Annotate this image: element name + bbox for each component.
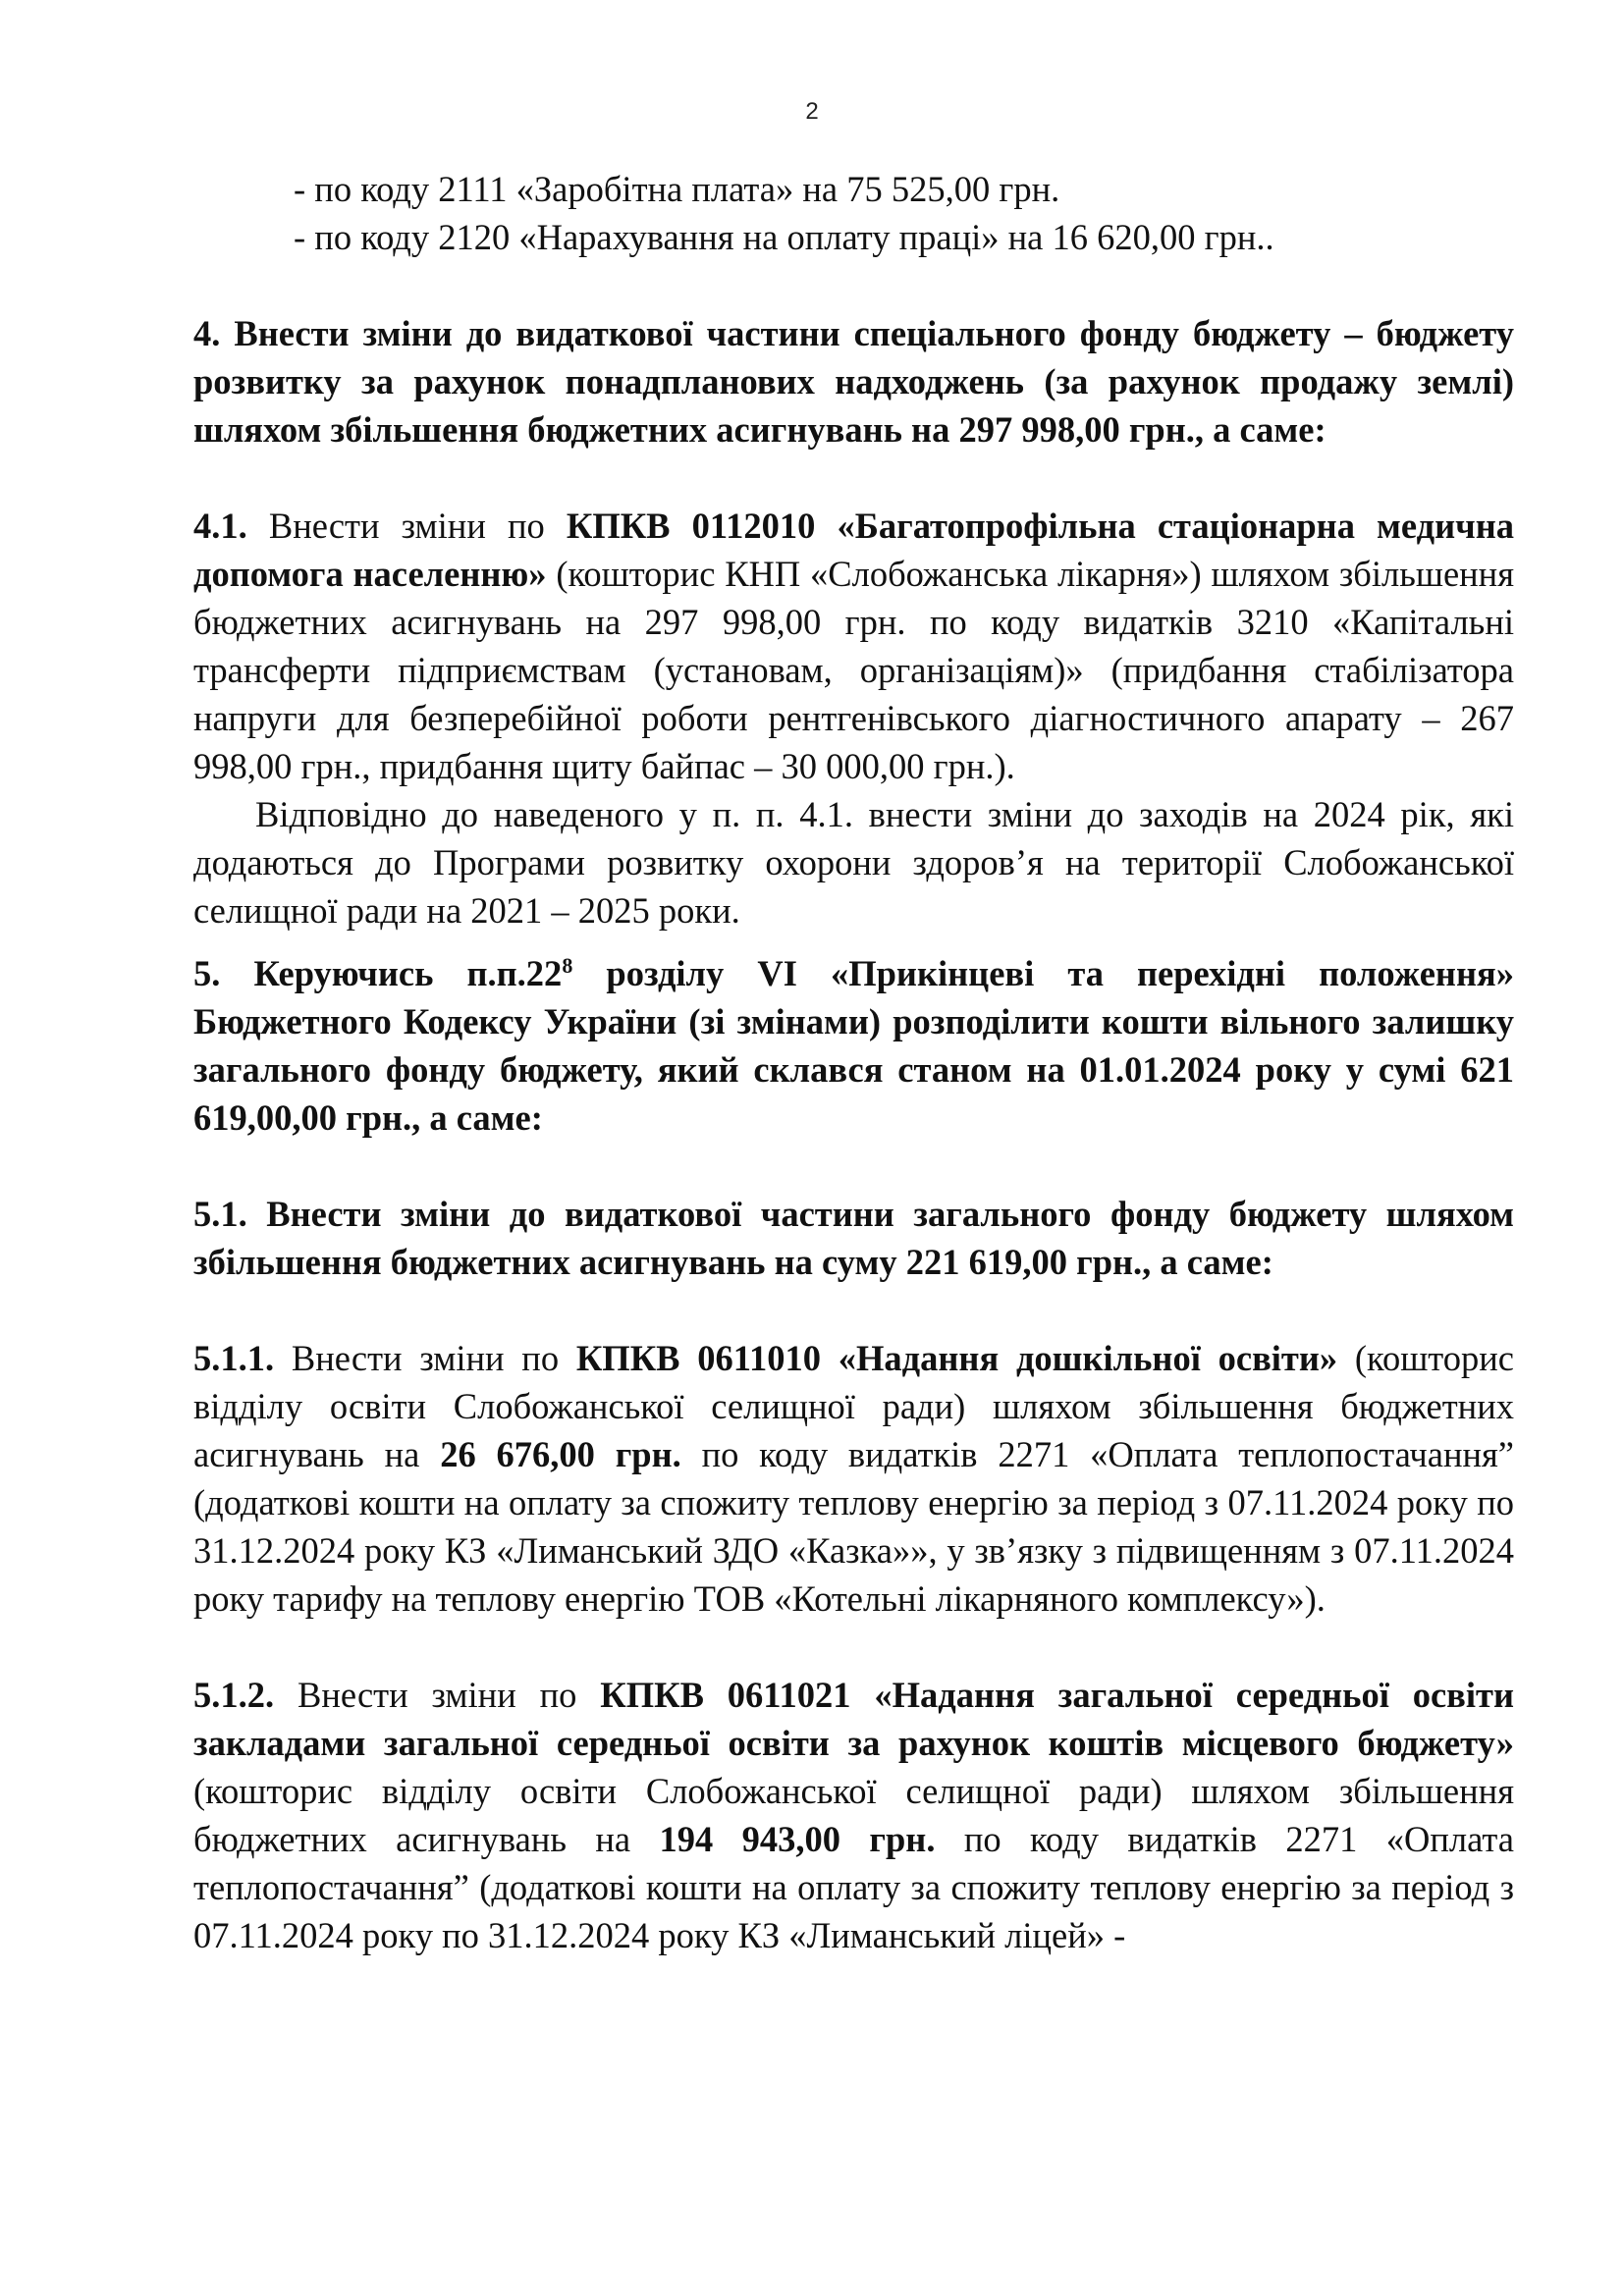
intro-list xyxy=(193,165,1514,261)
superscript-8: 8 xyxy=(562,952,573,978)
section-5-1-2: 5.1.2. Внести зміни по КПКВ 0611021 «Надання загальної середньої освіти закладами загальної середньої освіти за рахунок коштів місцевого бюджету» (кошторис відділу освіти Слобожанської селищної ради) шляхом збільшення бюджетних асигнувань на 194 943,00 грн. по коду видатків 2271 «Оплата теплопостачання” (додаткові кошти на оплату за спожиту теплову енергію за період з 07.11.2024 року по 31.12.2024 року КЗ «Лиманський ліцей» - xyxy=(193,1675,1514,1955)
kpkv-0611021: КПКВ 0611021 «Надання загальної середньої освіти закладами загальної середньої освіти за рахунок коштів місцевого бюджету» xyxy=(193,1675,1514,1763)
list-item: - по коду 2111 «Заробітна плата» на 75 525,00 грн. xyxy=(294,169,1060,209)
amount-26676: 26 676,00 грн. xyxy=(440,1434,681,1474)
list-item: - по коду 2120 «Нарахування на оплату праці» на 16 620,00 грн.. xyxy=(294,217,1274,257)
section-4-1-note: Відповідно до наведеного у п. п. 4.1. внести зміни до заходів на 2024 рік, які додаються до Програми розвитку охорони здоров’я на території Слобожанської селищної ради на 2021 – 2025 роки. xyxy=(193,794,1514,931)
page-number: 2 xyxy=(805,98,819,125)
section-5-1-1-number: 5.1.1. xyxy=(193,1338,275,1378)
section-5-1: 5.1. Внести зміни до видаткової частини загального фонду бюджету шляхом збільшення бюджетних асигнувань на суму 221 619,00 грн., а саме: xyxy=(193,1194,1514,1282)
amount-194943: 194 943,00 грн. xyxy=(659,1819,936,1859)
section-4: 4. Внести зміни до видаткової частини спеціального фонду бюджету – бюджету розвитку за рахунок понадпланових надходжень (за рахунок продажу землі) шляхом збільшення бюджетних асигнувань на 297 998,00 грн., а саме: xyxy=(193,313,1514,450)
section-4-1-number: 4.1. xyxy=(193,506,247,546)
kpkv-0611010: КПКВ 0611010 «Надання дошкільної освіти» xyxy=(575,1338,1338,1378)
section-5-1-1: 5.1.1. Внести зміни по КПКВ 0611010 «Надання дошкільної освіти» (кошторис відділу освіти Слобожанської селищної ради) шляхом збільшення бюджетних асигнувань на 26 676,00 грн. по коду видатків 2271 «Оплата теплопостачання” (додаткові кошти на оплату за спожиту теплову енергію за період з 07.11.2024 року по 31.12.2024 року КЗ «Лиманський ЗДО «Казка»», у зв’язку з підвищенням з 07.11.2024 року тарифу на теплову енергію ТОВ «Котельні лікарняного комплексу»). xyxy=(193,1338,1514,1619)
section-4-1: 4.1. Внести зміни по КПКВ 0112010 «Багатопрофільна стаціонарна медична допомога населенню» (кошторис КНП «Слобожанська лікарня») шляхом збільшення бюджетних асигнувань на 297 998,00 грн. по коду видатків 3210 «Капітальні трансферти підприємствам (установам, організаціям)» (придбання стабілізатора напруги для безперебійної роботи рентгенівського діагностичного апарату – 267 998,00 грн., придбання щиту байпас – 30 000,00 грн.). xyxy=(193,506,1515,786)
section-5: 5. Керуючись $п.п.22^8$ розділу VI «Прикінцеві та перехідні положення» Бюджетного Кодексу України (зі змінами) розподілити кошти вільного залишку загального фонду бюджету, який склався станом на 01.01.2024 року у сумі 621 619,00,00 грн., а саме: xyxy=(193,952,1514,1138)
document-body xyxy=(193,165,1514,1959)
kpkv-0112010: КПКВ 0112010 «Багатопрофільна стаціонарна медична допомога населенню» xyxy=(193,506,1514,594)
section-5-1-2-number: 5.1.2. xyxy=(193,1675,275,1715)
